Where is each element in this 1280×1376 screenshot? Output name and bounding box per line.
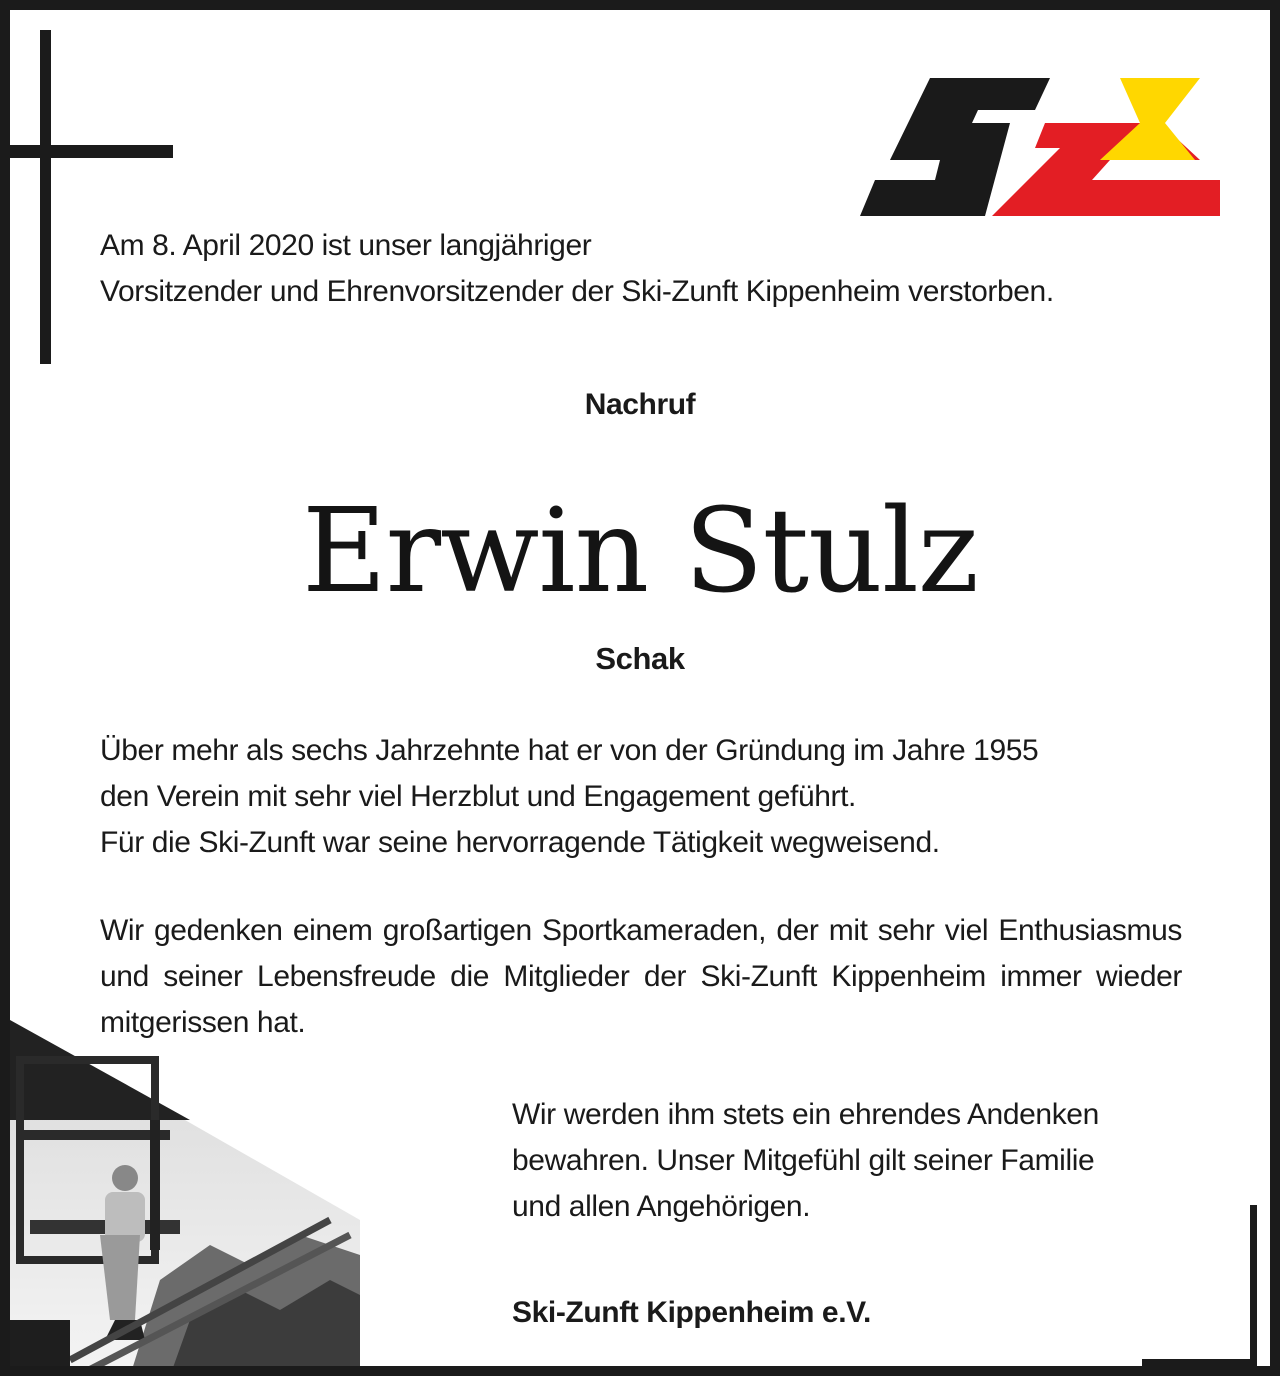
intro-line-1: Am 8. April 2020 ist unser langjähriger [100,229,592,262]
closing-line-2: bewahren. Unser Mitgefühl gilt seiner Familie [512,1144,1095,1177]
nickname: Schak [595,641,685,676]
paragraph-1-line-1: Über mehr als sechs Jahrzehnte hat er von der Gründung im Jahre 1955 [100,734,1039,767]
deceased-name: Erwin Stulz [301,484,979,619]
corner-mark-vertical [1250,1205,1257,1366]
heading: Nachruf [584,388,696,421]
logo-yellow-stroke [1100,78,1200,160]
paragraph-1 [100,728,1190,866]
intro-text [100,223,1220,315]
closing-line-3: und allen Angehörigen. [512,1190,811,1223]
cross-vertical-bar [40,30,51,364]
intro-line-2: Vorsitzender und Ehrenvorsitzender der Ski-Zunft Kippenheim verstorben. [100,275,1054,308]
logo-red-stroke [992,123,1220,216]
skier-chairlift-photo-icon [10,1020,360,1376]
cross-horizontal-bar [10,145,173,158]
closing-text [512,1092,1212,1230]
ski-zunft-logo-icon [860,68,1220,218]
paragraph-2: Wir gedenken einem großartigen Sportkameraden, der mit sehr viel Enthusiasmus und seiner Lebensfreude die Mitglieder der Ski-Zunft Kippenheim immer wieder mitgerissen hat. [100,914,1182,1039]
closing-line-1: Wir werden ihm stets ein ehrendes Andenken [512,1098,1099,1131]
corner-mark-horizontal [1142,1359,1257,1366]
paragraph-1-line-2: den Verein mit sehr viel Herzblut und Engagement geführt. [100,780,856,813]
signature: Ski-Zunft Kippenheim e.V. [512,1296,871,1329]
paragraph-1-line-3: Für die Ski-Zunft war seine hervorragende Tätigkeit wegweisend. [100,826,940,859]
